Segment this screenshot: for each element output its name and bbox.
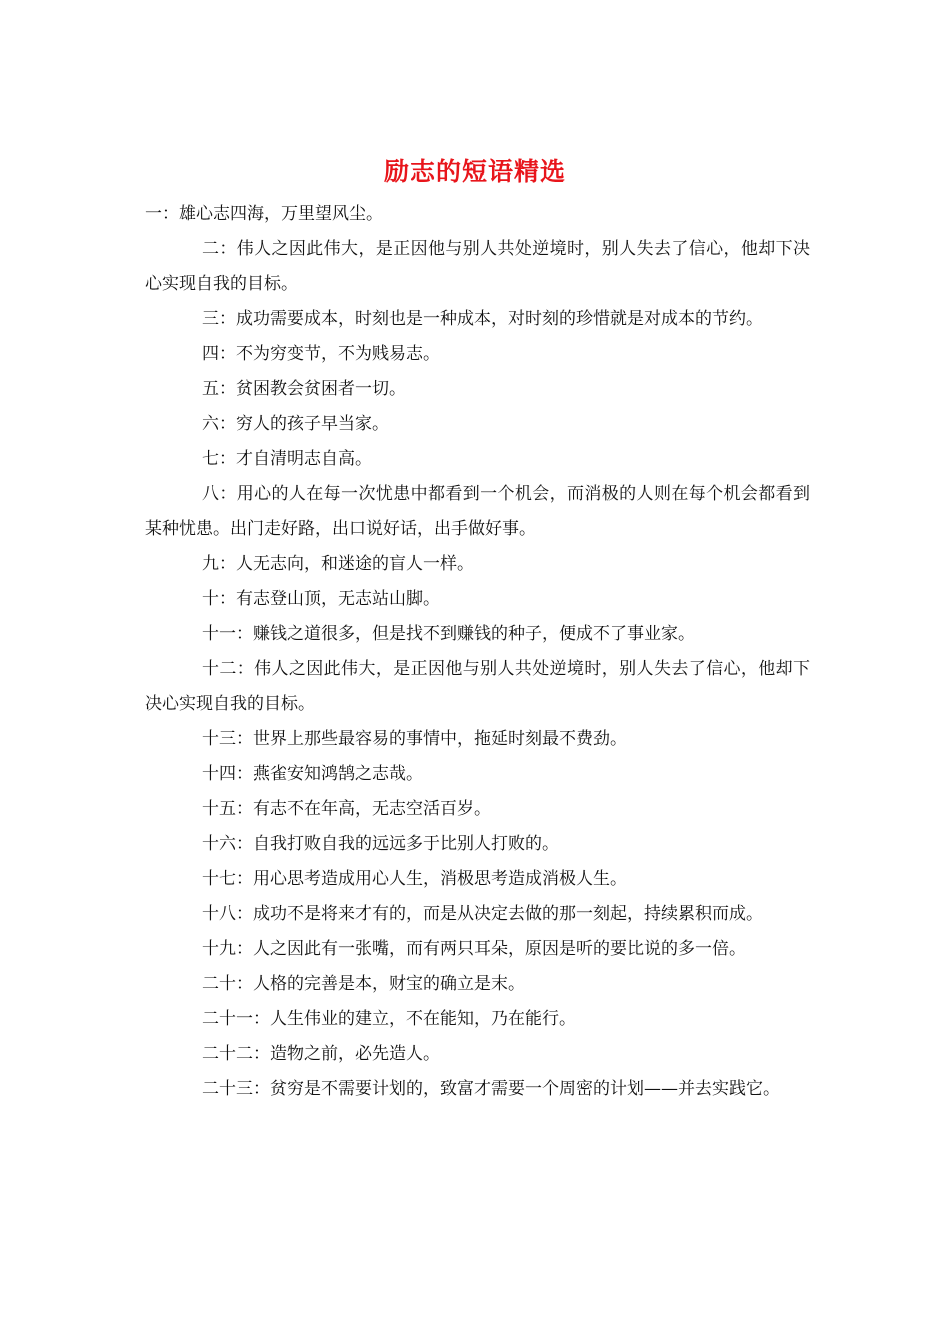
paragraph-9: 九：人无志向，和迷途的盲人一样。 xyxy=(202,554,474,574)
paragraph-11: 十一：赚钱之道很多，但是找不到赚钱的种子，便成不了事业家。 xyxy=(202,624,695,644)
paragraph-2: 二：伟人之因此伟大，是正因他与别人共处逆境时，别人失去了信心，他却下决心实现自我的目标。 xyxy=(145,239,810,294)
paragraph-3: 三：成功需要成本，时刻也是一种成本，对时刻的珍惜就是对成本的节约。 xyxy=(202,309,763,329)
paragraph-17: 十七：用心思考造成用心人生，消极思考造成消极人生。 xyxy=(202,869,627,889)
paragraph-20: 二十：人格的完善是本，财宝的确立是末。 xyxy=(202,974,525,994)
paragraph-21: 二十一：人生伟业的建立，不在能知，乃在能行。 xyxy=(202,1009,576,1029)
paragraph-15: 十五：有志不在年高，无志空活百岁。 xyxy=(202,799,491,819)
paragraph-10: 十：有志登山顶，无志站山脚。 xyxy=(202,589,440,609)
paragraph-23: 二十三：贫穷是不需要计划的，致富才需要一个周密的计划——并去实践它。 xyxy=(202,1079,780,1099)
document-body xyxy=(145,197,810,1107)
paragraph-7: 七：才自清明志自高。 xyxy=(202,449,372,469)
paragraph-19: 十九：人之因此有一张嘴，而有两只耳朵，原因是听的要比说的多一倍。 xyxy=(202,939,746,959)
paragraph-18: 十八：成功不是将来才有的，而是从决定去做的那一刻起，持续累积而成。 xyxy=(202,904,763,924)
document-title: 励志的短语精选 xyxy=(383,157,566,186)
paragraph-22: 二十二：造物之前，必先造人。 xyxy=(202,1044,440,1064)
paragraph-12: 十二：伟人之因此伟大，是正因他与别人共处逆境时，别人失去了信心，他却下决心实现自我的目标。 xyxy=(145,659,810,714)
paragraph-8: 八：用心的人在每一次忧患中都看到一个机会，而消极的人则在每个机会都看到某种忧患。出门走好路，出口说好话，出手做好事。 xyxy=(145,484,810,539)
paragraph-14: 十四：燕雀安知鸿鹄之志哉。 xyxy=(202,764,423,784)
paragraph-1: 一：雄心志四海，万里望风尘。 xyxy=(145,204,383,224)
paragraph-6: 六：穷人的孩子早当家。 xyxy=(202,414,389,434)
paragraph-4: 四：不为穷变节，不为贱易志。 xyxy=(202,344,440,364)
paragraph-5: 五：贫困教会贫困者一切。 xyxy=(202,379,406,399)
paragraph-16: 十六：自我打败自我的远远多于比别人打败的。 xyxy=(202,834,559,854)
paragraph-13: 十三：世界上那些最容易的事情中，拖延时刻最不费劲。 xyxy=(202,729,627,749)
